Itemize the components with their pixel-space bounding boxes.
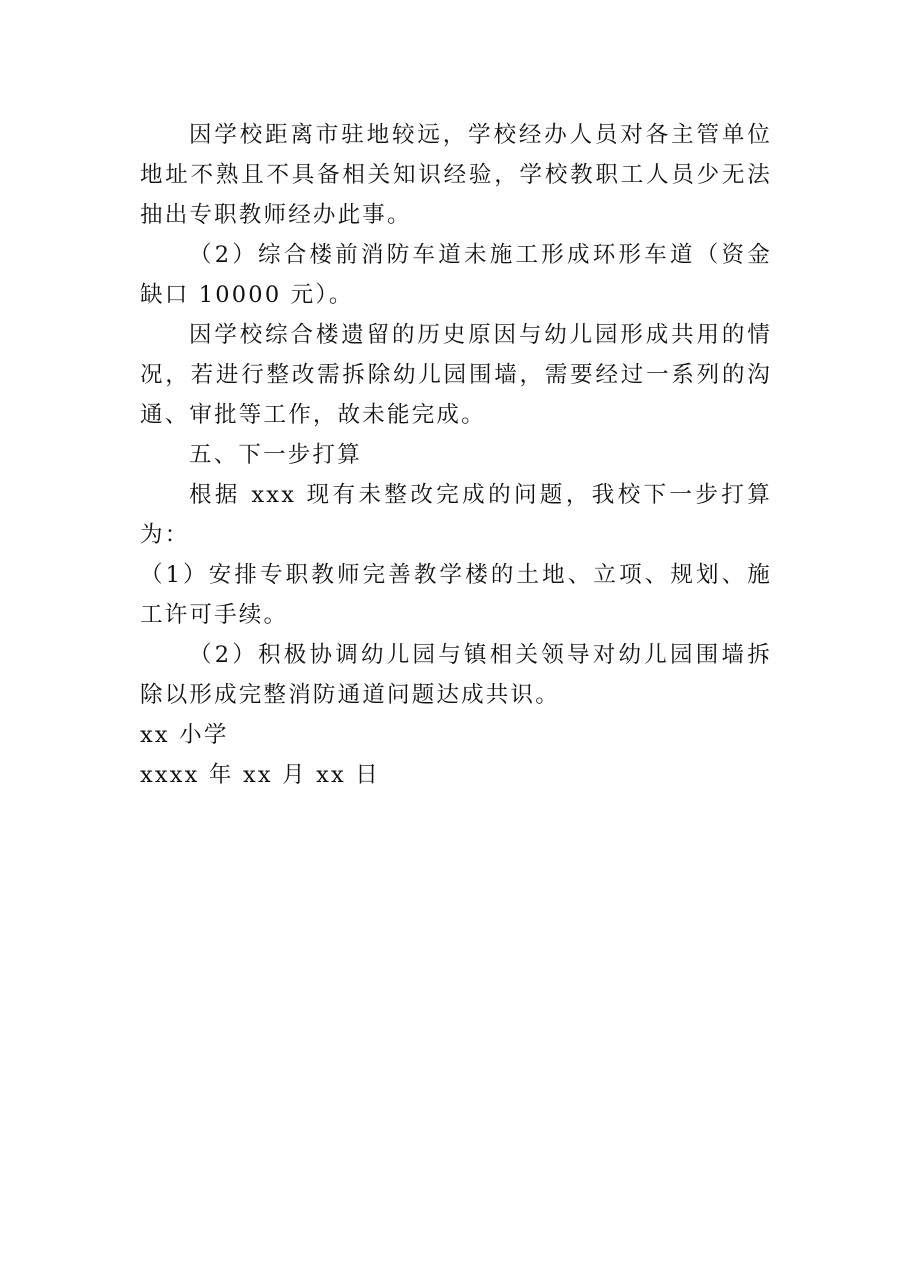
signature-date: xxxx 年 xx 月 xx 日 [140,762,380,788]
document-body [140,115,772,795]
section-heading-next-steps: 五、下一步打算 [189,442,362,468]
signature-school: xx 小学 [140,722,229,748]
paragraph-next-steps-intro: 根据 xxx 现有未整改完成的问题，我校下一步打算为： [140,482,772,548]
paragraph-step-1: （1）安排专职教师完善教学楼的土地、立项、规划、施工许可手续。 [140,562,772,628]
paragraph-item-2-fire-lane: （2）综合楼前消防车道未施工形成环形车道（资金缺口 10000 元）。 [140,242,772,308]
paragraph-reason-distance: 因学校距离市驻地较远，学校经办人员对各主管单位地址不熟且不具备相关知识经验，学校教职工人员少无法抽出专职教师经办此事。 [140,122,772,228]
paragraph-step-2: （2）积极协调幼儿园与镇相关领导对幼儿园围墙拆除以形成完整消防通道问题达成共识。 [140,642,772,708]
paragraph-reason-shared-building: 因学校综合楼遗留的历史原因与幼儿园形成共用的情况，若进行整改需拆除幼儿园围墙，需要经过一系列的沟通、审批等工作，故未能完成。 [140,322,772,428]
